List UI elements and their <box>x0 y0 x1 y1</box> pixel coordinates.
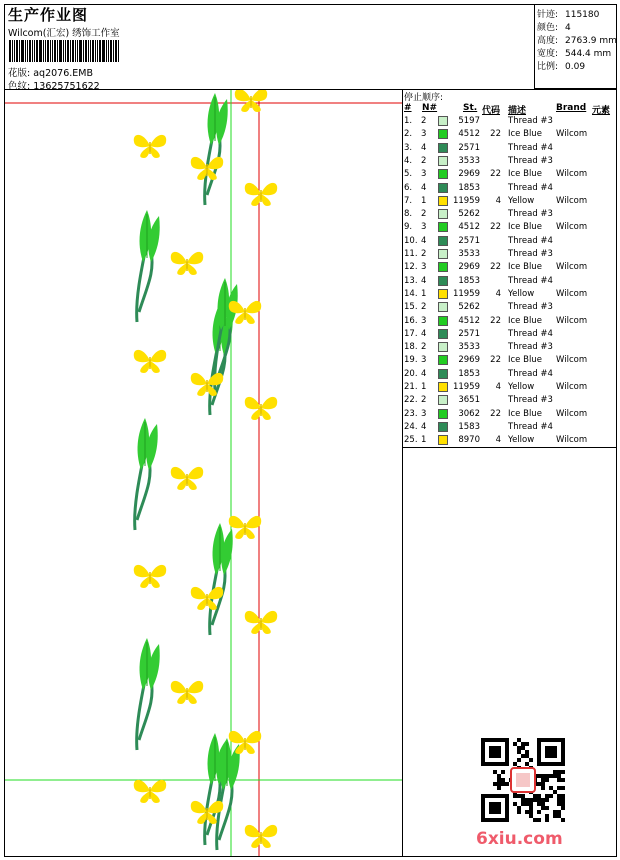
barcode <box>9 40 120 62</box>
table-row <box>404 316 616 329</box>
col-header-element: 元素 <box>592 106 611 116</box>
row-brand: Wilcom <box>556 195 588 206</box>
table-row <box>404 409 616 422</box>
color-swatch <box>438 262 448 272</box>
watermark-text: 6xiu.com <box>476 829 563 849</box>
color-swatch <box>438 302 448 312</box>
table-row <box>404 116 616 129</box>
row-description: Yellow <box>508 195 535 206</box>
row-description: Ice Blue <box>508 262 542 273</box>
table-row <box>404 422 616 435</box>
row-code: 22 <box>490 315 501 326</box>
row-needle: 4 <box>421 368 427 379</box>
table-row <box>404 196 616 209</box>
row-index: 14. <box>404 288 418 299</box>
design-canvas <box>5 90 402 856</box>
row-description: Thread #3 <box>508 249 553 259</box>
panel-divider <box>402 447 617 448</box>
row-stitches: 2571 <box>458 328 480 339</box>
row-stitches: 5262 <box>458 209 480 220</box>
color-swatch <box>438 196 448 206</box>
stat-value: 4 <box>565 23 571 33</box>
row-needle: 4 <box>421 421 427 432</box>
row-needle: 3 <box>421 222 427 233</box>
row-needle: 2 <box>421 155 427 166</box>
color-swatch <box>438 316 448 326</box>
row-stitches: 1853 <box>458 182 480 193</box>
row-index: 13. <box>404 275 418 286</box>
table-row <box>404 302 616 315</box>
row-description: Thread #3 <box>508 209 553 220</box>
row-code: 22 <box>490 169 501 180</box>
row-description: Ice Blue <box>508 315 542 326</box>
row-index: 23. <box>404 408 418 419</box>
row-description: Thread #4 <box>508 142 553 153</box>
row-brand: Wilcom <box>556 355 588 366</box>
row-brand: Wilcom <box>556 222 588 233</box>
col-header-index: # <box>404 103 412 113</box>
color-swatch <box>438 143 448 153</box>
table-row <box>404 369 616 382</box>
stat-value: 544.4 mm <box>565 49 612 59</box>
row-brand: Wilcom <box>556 315 588 326</box>
row-needle: 4 <box>421 142 427 153</box>
row-index: 1. <box>404 116 413 126</box>
stat-label: 高度: <box>537 36 559 46</box>
row-code: 4 <box>495 195 501 206</box>
color-swatch <box>438 355 448 365</box>
embroidery-preview <box>5 90 402 856</box>
row-needle: 1 <box>421 435 427 446</box>
row-needle: 1 <box>421 288 427 299</box>
stat-label: 针迹: <box>537 10 559 20</box>
col-header-brand: Brand <box>556 103 587 113</box>
row-index: 11. <box>404 249 418 259</box>
row-stitches: 4512 <box>458 315 480 326</box>
table-row <box>404 382 616 395</box>
color-label: 色纹: <box>8 81 31 92</box>
row-stitches: 2969 <box>458 262 480 273</box>
row-needle: 3 <box>421 129 427 140</box>
row-index: 22. <box>404 395 418 406</box>
table-row <box>404 342 616 355</box>
row-stitches: 11959 <box>452 195 480 206</box>
color-swatch <box>438 236 448 246</box>
row-description: Thread #3 <box>508 395 553 406</box>
row-index: 6. <box>404 182 413 193</box>
row-stitches: 3062 <box>458 408 480 419</box>
pattern-info <box>8 65 93 79</box>
row-description: Thread #4 <box>508 182 553 193</box>
row-brand: Wilcom <box>556 288 588 299</box>
page-title: 生产作业图 <box>8 6 89 24</box>
row-stitches: 3533 <box>458 249 480 259</box>
stat-label: 比例: <box>537 62 559 72</box>
color-swatch <box>438 342 448 352</box>
row-needle: 2 <box>421 116 427 126</box>
col-header-needle: N# <box>422 103 438 113</box>
row-brand: Wilcom <box>556 435 588 446</box>
row-stitches: 1853 <box>458 368 480 379</box>
table-row <box>404 276 616 289</box>
row-index: 25. <box>404 435 418 446</box>
color-swatch <box>438 382 448 392</box>
row-stitches: 8970 <box>458 435 480 446</box>
color-swatch <box>438 409 448 419</box>
table-row <box>404 183 616 196</box>
row-brand: Wilcom <box>556 129 588 140</box>
row-code: 4 <box>495 435 501 446</box>
row-description: Thread #4 <box>508 235 553 246</box>
color-swatch <box>438 329 448 339</box>
row-index: 7. <box>404 195 413 206</box>
row-brand: Wilcom <box>556 408 588 419</box>
color-swatch <box>438 156 448 166</box>
row-description: Thread #3 <box>508 155 553 166</box>
row-needle: 2 <box>421 342 427 353</box>
stat-value: 2763.9 mm <box>565 36 617 46</box>
row-stitches: 11959 <box>452 382 480 392</box>
row-index: 9. <box>404 222 413 233</box>
row-stitches: 5262 <box>458 302 480 313</box>
pattern-label: 花版: <box>8 68 31 79</box>
color-swatch <box>438 116 448 126</box>
row-code: 22 <box>490 355 501 366</box>
stop-sequence-title: 停止顺序: <box>404 93 444 103</box>
row-stitches: 2969 <box>458 169 480 180</box>
row-stitches: 5197 <box>458 116 480 126</box>
color-swatch <box>438 129 448 139</box>
row-needle: 3 <box>421 169 427 180</box>
color-swatch <box>438 209 448 219</box>
row-stitches: 3651 <box>458 395 480 406</box>
row-needle: 3 <box>421 355 427 366</box>
table-row <box>404 129 616 142</box>
row-index: 10. <box>404 235 418 246</box>
company-name: Wilcom(汇宏) 绣饰工作室 <box>8 28 120 39</box>
row-needle: 1 <box>421 195 427 206</box>
row-index: 15. <box>404 302 418 313</box>
row-description: Ice Blue <box>508 355 542 366</box>
row-needle: 4 <box>421 275 427 286</box>
row-index: 18. <box>404 342 418 353</box>
row-index: 24. <box>404 421 418 432</box>
row-index: 2. <box>404 129 413 140</box>
row-description: Thread #3 <box>508 302 553 313</box>
row-brand: Wilcom <box>556 169 588 180</box>
row-stitches: 11959 <box>452 288 480 299</box>
stat-scale <box>537 59 585 72</box>
color-swatch <box>438 435 448 445</box>
table-row <box>404 222 616 235</box>
table-row <box>404 249 616 262</box>
row-description: Ice Blue <box>508 222 542 233</box>
row-index: 5. <box>404 169 413 180</box>
row-index: 3. <box>404 142 413 153</box>
col-header-description: 描述 <box>508 106 527 116</box>
table-row <box>404 169 616 182</box>
row-index: 4. <box>404 155 413 166</box>
stat-label: 颜色: <box>537 23 559 33</box>
row-stitches: 2969 <box>458 355 480 366</box>
table-row <box>404 395 616 408</box>
row-description: Thread #3 <box>508 116 553 126</box>
stat-label: 宽度: <box>537 49 559 59</box>
row-brand: Wilcom <box>556 262 588 273</box>
row-description: Yellow <box>508 382 535 392</box>
row-needle: 2 <box>421 395 427 406</box>
row-description: Ice Blue <box>508 408 542 419</box>
color-value: 13625751622 <box>33 81 100 92</box>
stat-width <box>537 46 611 59</box>
row-index: 8. <box>404 209 413 220</box>
pattern-value: aq2076.EMB <box>33 68 93 79</box>
table-row <box>404 355 616 368</box>
stat-height <box>537 33 617 46</box>
row-code: 4 <box>495 382 501 392</box>
stat-stitches <box>537 7 599 20</box>
row-description: Thread #3 <box>508 342 553 353</box>
row-stitches: 3533 <box>458 342 480 353</box>
stat-value: 0.09 <box>565 62 586 72</box>
row-description: Ice Blue <box>508 129 542 140</box>
row-stitches: 2571 <box>458 142 480 153</box>
row-stitches: 4512 <box>458 222 480 233</box>
row-brand: Wilcom <box>556 382 588 392</box>
row-code: 22 <box>490 262 501 273</box>
color-swatch <box>438 183 448 193</box>
row-description: Thread #4 <box>508 275 553 286</box>
row-stitches: 2571 <box>458 235 480 246</box>
stats-panel <box>534 4 617 89</box>
row-description: Yellow <box>508 288 535 299</box>
color-swatch <box>438 276 448 286</box>
row-needle: 2 <box>421 302 427 313</box>
row-description: Thread #4 <box>508 421 553 432</box>
row-index: 17. <box>404 328 418 339</box>
stat-value: 115180 <box>565 10 600 20</box>
color-swatch <box>438 422 448 432</box>
row-needle: 3 <box>421 315 427 326</box>
row-needle: 4 <box>421 235 427 246</box>
row-description: Yellow <box>508 435 535 446</box>
row-code: 22 <box>490 222 501 233</box>
header-left <box>6 4 534 92</box>
color-swatch <box>438 169 448 179</box>
row-needle: 3 <box>421 408 427 419</box>
color-swatch <box>438 369 448 379</box>
col-header-stitches: St. <box>463 103 478 113</box>
color-swatch <box>438 289 448 299</box>
table-row <box>404 156 616 169</box>
row-needle: 2 <box>421 209 427 220</box>
qr-code <box>481 738 565 822</box>
row-stitches: 4512 <box>458 129 480 140</box>
col-header-code: 代码 <box>482 106 501 116</box>
row-index: 20. <box>404 368 418 379</box>
table-row <box>404 262 616 275</box>
row-stitches: 3533 <box>458 155 480 166</box>
color-swatch <box>438 395 448 405</box>
table-row <box>404 209 616 222</box>
row-stitches: 1853 <box>458 275 480 286</box>
row-code: 22 <box>490 408 501 419</box>
stat-colors <box>537 20 571 33</box>
color-swatch <box>438 249 448 259</box>
row-needle: 4 <box>421 328 427 339</box>
row-code: 4 <box>495 288 501 299</box>
row-description: Ice Blue <box>508 169 542 180</box>
row-index: 21. <box>404 382 418 392</box>
row-code: 22 <box>490 129 501 140</box>
row-index: 16. <box>404 315 418 326</box>
row-needle: 4 <box>421 182 427 193</box>
row-stitches: 1583 <box>458 421 480 432</box>
row-needle: 1 <box>421 382 427 392</box>
table-row <box>404 143 616 156</box>
row-needle: 2 <box>421 249 427 259</box>
row-description: Thread #4 <box>508 328 553 339</box>
row-description: Thread #4 <box>508 368 553 379</box>
row-index: 19. <box>404 355 418 366</box>
row-needle: 3 <box>421 262 427 273</box>
color-swatch <box>438 222 448 232</box>
row-index: 12. <box>404 262 418 273</box>
table-row <box>404 329 616 342</box>
table-row <box>404 236 616 249</box>
table-row <box>404 289 616 302</box>
